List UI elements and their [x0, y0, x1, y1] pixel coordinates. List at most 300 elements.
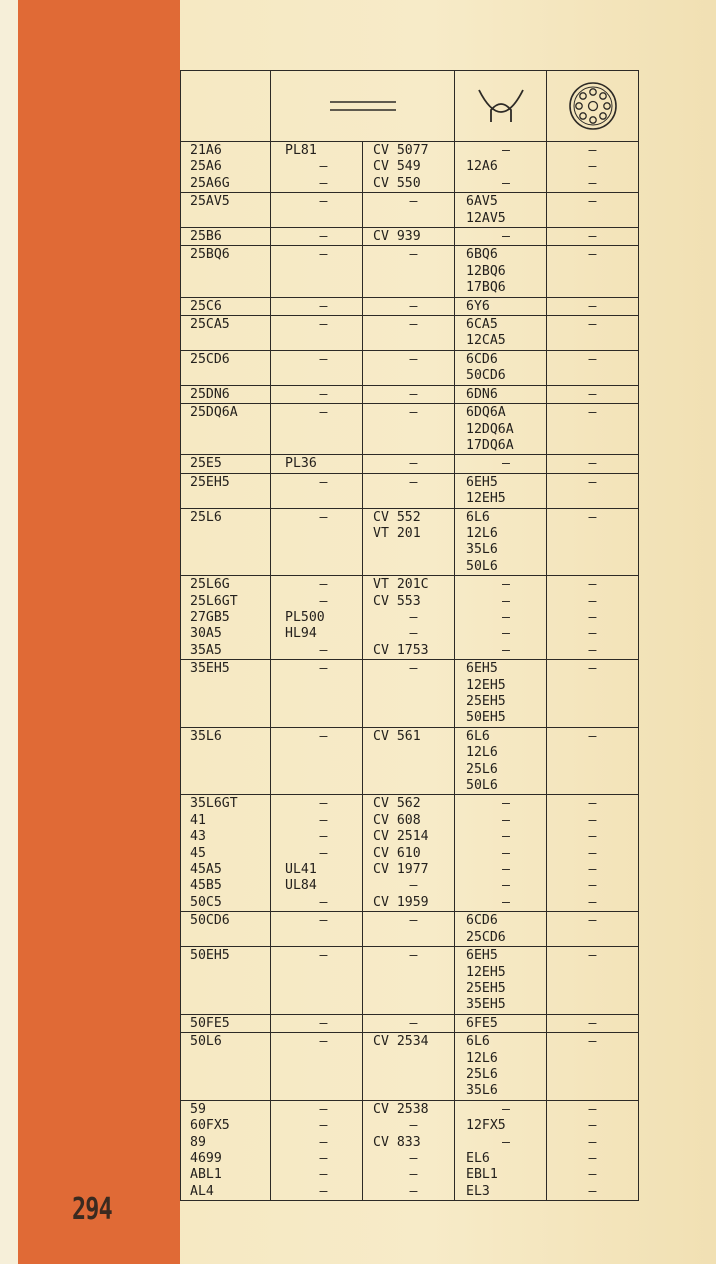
military-equivalent-cell: [363, 795, 455, 912]
cell-text: –: [588, 626, 597, 642]
table-row: [181, 660, 639, 728]
cell-text: 6CD6: [466, 913, 498, 929]
military-equivalent-cell: [363, 1033, 455, 1101]
cell-text: 6AV5: [466, 194, 498, 210]
cell-text: –: [319, 317, 328, 333]
cell-text: –: [588, 642, 597, 658]
cell-text: –: [319, 175, 328, 191]
cell-text: 50CD6: [466, 368, 506, 384]
cell-text: 45: [190, 845, 206, 861]
cell-text: –: [588, 812, 597, 828]
cell-text: PL81: [285, 143, 317, 158]
cell-text: 12A6: [466, 159, 498, 175]
cell-text: –: [502, 796, 510, 812]
cell-text: 25A6G: [190, 175, 230, 191]
cell-text: –: [319, 1034, 328, 1050]
cell-text: 25L6G: [190, 577, 230, 593]
cell-text: 12L6: [466, 745, 498, 761]
military-equivalent-cell: [363, 142, 455, 193]
table-row: [181, 576, 639, 660]
cell-text: –: [319, 229, 328, 245]
cell-text: –: [588, 1015, 597, 1031]
cell-text: PL36: [285, 456, 317, 472]
european-equivalent-cell: [271, 473, 363, 508]
cell-text: –: [319, 1150, 328, 1166]
cell-text: 25CA5: [190, 317, 230, 333]
cell-text: 6L6: [466, 509, 490, 525]
cell-text: 12EH5: [466, 964, 506, 980]
cell-text: –: [588, 1034, 597, 1050]
socket-cell: [547, 727, 639, 795]
socket-cell: [547, 508, 639, 576]
cell-text: –: [502, 1134, 510, 1150]
cell-text: 35A5: [190, 642, 222, 658]
cell-text: –: [588, 948, 597, 964]
cell-text: –: [319, 1118, 328, 1134]
heater-variant-cell: [455, 1100, 547, 1200]
cell-text: EL6: [466, 1150, 490, 1166]
cell-text: 25BQ6: [190, 247, 230, 263]
heater-variant-cell: [455, 1033, 547, 1101]
cell-text: –: [409, 474, 418, 490]
european-equivalent-cell: [271, 727, 363, 795]
cell-text: –: [588, 351, 597, 367]
cell-text: –: [319, 1101, 328, 1117]
tube-type-cell: [181, 404, 271, 455]
cell-text: 25EH5: [190, 474, 230, 490]
cell-text: –: [502, 1101, 510, 1117]
cell-text: CV 1753: [373, 642, 429, 658]
european-equivalent-cell: [271, 316, 363, 351]
cell-text: –: [588, 317, 597, 333]
tube-type-cell: [181, 576, 271, 660]
cell-text: –: [319, 642, 328, 658]
cell-text: –: [588, 894, 597, 910]
cell-text: –: [502, 812, 510, 828]
socket-cell: [547, 1033, 639, 1101]
cell-text: 17DQ6A: [466, 437, 514, 453]
socket-cell: [547, 385, 639, 403]
header-heater: [455, 71, 547, 142]
tube-type-cell: [181, 350, 271, 385]
cell-text: –: [502, 175, 510, 191]
cell-text: 25AV5: [190, 194, 230, 210]
cell-text: –: [588, 386, 597, 402]
cell-text: 25L6: [466, 1066, 498, 1082]
cell-text: CV 549: [373, 159, 421, 175]
cell-text: –: [319, 894, 328, 910]
military-equivalent-cell: [363, 727, 455, 795]
european-equivalent-cell: [271, 1014, 363, 1032]
cell-text: CV 550: [373, 175, 421, 191]
military-equivalent-cell: [363, 576, 455, 660]
tube-type-cell: [181, 142, 271, 193]
cell-text: –: [502, 593, 510, 609]
european-equivalent-cell: [271, 455, 363, 473]
cell-text: UL84: [285, 878, 317, 894]
cell-text: 25E5: [190, 456, 222, 472]
military-equivalent-cell: [363, 947, 455, 1015]
cell-text: –: [319, 194, 328, 210]
socket-cell: [547, 193, 639, 228]
cell-text: 27GB5: [190, 609, 230, 625]
military-equivalent-cell: [363, 1100, 455, 1200]
cell-text: –: [502, 878, 510, 894]
socket-cell: [547, 795, 639, 912]
equals-double-line-icon: [328, 98, 398, 114]
cell-text: 25CD6: [466, 929, 506, 945]
tube-type-cell: [181, 297, 271, 315]
cell-text: –: [409, 351, 418, 367]
cell-text: CV 833: [373, 1134, 421, 1150]
military-equivalent-cell: [363, 1014, 455, 1032]
cell-text: CV 1959: [373, 894, 429, 910]
cell-text: –: [319, 661, 328, 677]
cell-text: CV 1977: [373, 862, 429, 878]
cell-text: –: [588, 609, 597, 625]
military-equivalent-cell: [363, 316, 455, 351]
cell-text: 50L6: [190, 1034, 222, 1050]
heater-variant-cell: [455, 947, 547, 1015]
table-row: [181, 473, 639, 508]
cell-text: –: [502, 642, 510, 658]
cell-text: CV 552: [373, 509, 421, 525]
cell-text: 6EH5: [466, 948, 498, 964]
cell-text: –: [319, 593, 328, 609]
table-row: [181, 727, 639, 795]
socket-cell: [547, 912, 639, 947]
military-equivalent-cell: [363, 350, 455, 385]
table-body: [181, 142, 639, 1201]
heater-variant-cell: [455, 795, 547, 912]
cell-text: 6DN6: [466, 386, 498, 402]
socket-cell: [547, 246, 639, 297]
header-tube-type: [181, 71, 271, 142]
military-equivalent-cell: [363, 912, 455, 947]
cell-text: 12FX5: [466, 1118, 506, 1134]
heater-variant-cell: [455, 727, 547, 795]
socket-cell: [547, 404, 639, 455]
cell-text: –: [588, 1167, 597, 1183]
cell-text: 12DQ6A: [466, 421, 514, 437]
cell-text: –: [409, 913, 418, 929]
cell-text: 12CA5: [466, 333, 506, 349]
tube-type-cell: [181, 912, 271, 947]
heater-variant-cell: [455, 246, 547, 297]
heater-variant-cell: [455, 912, 547, 947]
cell-text: VT 201C: [373, 577, 429, 593]
cell-text: 25L6: [466, 761, 498, 777]
header-socket: [547, 71, 639, 142]
cell-text: –: [409, 609, 418, 625]
european-equivalent-cell: [271, 385, 363, 403]
cell-text: –: [409, 298, 418, 314]
cell-text: –: [588, 829, 597, 845]
tube-heater-symbol-icon: [471, 84, 531, 128]
orange-side-bar: [18, 0, 180, 1264]
cell-text: 50EH5: [466, 710, 506, 726]
military-equivalent-cell: [363, 404, 455, 455]
european-equivalent-cell: [271, 404, 363, 455]
tube-type-cell: [181, 508, 271, 576]
heater-variant-cell: [455, 576, 547, 660]
cell-text: 35L6: [466, 1083, 498, 1099]
heater-variant-cell: [455, 660, 547, 728]
heater-variant-cell: [455, 385, 547, 403]
cell-text: –: [319, 1134, 328, 1150]
heater-variant-cell: [455, 350, 547, 385]
cell-text: 50EH5: [190, 948, 230, 964]
cell-text: 12EH5: [466, 677, 506, 693]
cell-text: –: [409, 1118, 418, 1134]
cell-text: CV 561: [373, 728, 421, 744]
cell-text: –: [588, 845, 597, 861]
european-equivalent-cell: [271, 660, 363, 728]
military-equivalent-cell: [363, 455, 455, 473]
cell-text: 12L6: [466, 1050, 498, 1066]
military-equivalent-cell: [363, 246, 455, 297]
cell-text: 12EH5: [466, 491, 506, 507]
cell-text: ABL1: [190, 1167, 222, 1183]
cell-text: 6L6: [466, 728, 490, 744]
table-row: [181, 297, 639, 315]
heater-variant-cell: [455, 228, 547, 246]
cell-text: –: [588, 1150, 597, 1166]
tube-type-cell: [181, 473, 271, 508]
cell-text: –: [409, 878, 418, 894]
european-equivalent-cell: [271, 1033, 363, 1101]
cell-text: –: [319, 1183, 328, 1199]
european-equivalent-cell: [271, 350, 363, 385]
cell-text: 4699: [190, 1150, 222, 1166]
tube-equivalents-table: [180, 70, 639, 1201]
cell-text: 6DQ6A: [466, 405, 506, 421]
socket-cell: [547, 947, 639, 1015]
tube-type-cell: [181, 727, 271, 795]
cell-text: –: [409, 317, 418, 333]
cell-text: 12BQ6: [466, 263, 506, 279]
cell-text: 6L6: [466, 1034, 490, 1050]
cell-text: –: [588, 509, 597, 525]
heater-variant-cell: [455, 404, 547, 455]
military-equivalent-cell: [363, 193, 455, 228]
cell-text: –: [319, 405, 328, 421]
cell-text: –: [319, 913, 328, 929]
socket-cell: [547, 350, 639, 385]
cell-text: –: [588, 229, 597, 245]
cell-text: –: [588, 728, 597, 744]
table-row: [181, 193, 639, 228]
european-equivalent-cell: [271, 193, 363, 228]
cell-text: 45B5: [190, 878, 222, 894]
heater-variant-cell: [455, 473, 547, 508]
european-equivalent-cell: [271, 912, 363, 947]
cell-text: 6CD6: [466, 351, 498, 367]
european-equivalent-cell: [271, 795, 363, 912]
cell-text: 60FX5: [190, 1118, 230, 1134]
cell-text: HL94: [285, 626, 317, 642]
cell-text: 59: [190, 1101, 206, 1117]
cell-text: –: [319, 577, 328, 593]
military-equivalent-cell: [363, 660, 455, 728]
cell-text: VT 201: [373, 525, 421, 541]
cell-text: 6EH5: [466, 661, 498, 677]
page-left-margin: [0, 0, 18, 1264]
cell-text: 6CA5: [466, 317, 498, 333]
table-row: [181, 947, 639, 1015]
cell-text: PL500: [285, 609, 325, 625]
cell-text: –: [588, 862, 597, 878]
cell-text: –: [409, 194, 418, 210]
heater-variant-cell: [455, 316, 547, 351]
header-equivalent: [271, 71, 455, 142]
cell-text: –: [319, 796, 328, 812]
cell-text: –: [502, 456, 510, 472]
cell-text: –: [319, 728, 328, 744]
tube-type-cell: [181, 455, 271, 473]
cell-text: 30A5: [190, 626, 222, 642]
socket-cell: [547, 228, 639, 246]
cell-text: –: [319, 474, 328, 490]
cell-text: 12AV5: [466, 210, 506, 226]
cell-text: 6BQ6: [466, 247, 498, 263]
tube-type-cell: [181, 947, 271, 1015]
european-equivalent-cell: [271, 508, 363, 576]
tube-type-cell: [181, 385, 271, 403]
cell-text: –: [409, 386, 418, 402]
cell-text: –: [409, 948, 418, 964]
cell-text: –: [502, 829, 510, 845]
cell-text: –: [319, 1015, 328, 1031]
cell-text: 25DN6: [190, 386, 230, 402]
table-row: [181, 1033, 639, 1101]
cell-text: CV 939: [373, 229, 421, 245]
tube-type-cell: [181, 1014, 271, 1032]
table-header-row: [181, 71, 639, 142]
tube-socket-pins-icon: [567, 80, 619, 132]
tube-type-cell: [181, 246, 271, 297]
european-equivalent-cell: [271, 947, 363, 1015]
cell-text: –: [502, 626, 510, 642]
cell-text: –: [319, 1167, 328, 1183]
cell-text: –: [588, 175, 597, 191]
european-equivalent-cell: [271, 297, 363, 315]
cell-text: –: [588, 247, 597, 263]
cell-text: –: [409, 1183, 418, 1199]
cell-text: –: [588, 159, 597, 175]
cell-text: 43: [190, 829, 206, 845]
cell-text: –: [588, 796, 597, 812]
cell-text: –: [588, 1101, 597, 1117]
cell-text: –: [502, 577, 510, 593]
cell-text: 50L6: [466, 558, 498, 574]
heater-variant-cell: [455, 1014, 547, 1032]
cell-text: CV 2534: [373, 1034, 429, 1050]
cell-text: 35L6GT: [190, 796, 238, 812]
cell-text: –: [319, 948, 328, 964]
cell-text: CV 608: [373, 812, 421, 828]
cell-text: 89: [190, 1134, 206, 1150]
tube-type-cell: [181, 795, 271, 912]
heater-variant-cell: [455, 455, 547, 473]
socket-cell: [547, 142, 639, 193]
cell-text: –: [409, 1167, 418, 1183]
cell-text: –: [588, 456, 597, 472]
cell-text: –: [319, 829, 328, 845]
military-equivalent-cell: [363, 385, 455, 403]
cell-text: –: [319, 298, 328, 314]
socket-cell: [547, 297, 639, 315]
heater-variant-cell: [455, 508, 547, 576]
cell-text: –: [588, 1134, 597, 1150]
table-row: [181, 316, 639, 351]
cell-text: 6EH5: [466, 474, 498, 490]
military-equivalent-cell: [363, 297, 455, 315]
cell-text: –: [409, 1015, 418, 1031]
cell-text: 50FE5: [190, 1015, 230, 1031]
cell-text: –: [409, 626, 418, 642]
cell-text: –: [588, 298, 597, 314]
cell-text: 35EH5: [466, 997, 506, 1013]
table-row: [181, 508, 639, 576]
cell-text: 50CD6: [190, 913, 230, 929]
table-row: [181, 350, 639, 385]
socket-cell: [547, 1100, 639, 1200]
table-row: [181, 385, 639, 403]
military-equivalent-cell: [363, 228, 455, 246]
socket-cell: [547, 1014, 639, 1032]
cell-text: CV 553: [373, 593, 421, 609]
socket-cell: [547, 316, 639, 351]
tube-type-cell: [181, 1033, 271, 1101]
cell-text: 25L6GT: [190, 593, 238, 609]
cell-text: –: [319, 812, 328, 828]
cell-text: –: [502, 143, 510, 158]
cell-text: 25A6: [190, 159, 222, 175]
table-row: [181, 142, 639, 193]
cell-text: –: [502, 229, 510, 245]
cell-text: –: [588, 143, 597, 158]
european-equivalent-cell: [271, 142, 363, 193]
tube-type-cell: [181, 660, 271, 728]
cell-text: 25L6: [190, 509, 222, 525]
cell-text: –: [502, 609, 510, 625]
cell-text: 21A6: [190, 143, 222, 158]
heater-variant-cell: [455, 297, 547, 315]
military-equivalent-cell: [363, 508, 455, 576]
cell-text: –: [409, 1150, 418, 1166]
heater-variant-cell: [455, 193, 547, 228]
cell-text: –: [319, 845, 328, 861]
cell-text: EBL1: [466, 1167, 498, 1183]
cell-text: 35EH5: [190, 661, 230, 677]
table-row: [181, 1100, 639, 1200]
tube-type-cell: [181, 1100, 271, 1200]
cell-text: AL4: [190, 1183, 214, 1199]
cell-text: 6FE5: [466, 1015, 498, 1031]
cell-text: –: [588, 1183, 597, 1199]
military-equivalent-cell: [363, 473, 455, 508]
cell-text: 25B6: [190, 229, 222, 245]
cell-text: –: [409, 405, 418, 421]
cell-text: 35L6: [466, 542, 498, 558]
cell-text: –: [502, 845, 510, 861]
cell-text: –: [588, 913, 597, 929]
cell-text: 25C6: [190, 298, 222, 314]
socket-cell: [547, 660, 639, 728]
cell-text: EL3: [466, 1183, 490, 1199]
cell-text: –: [502, 862, 510, 878]
